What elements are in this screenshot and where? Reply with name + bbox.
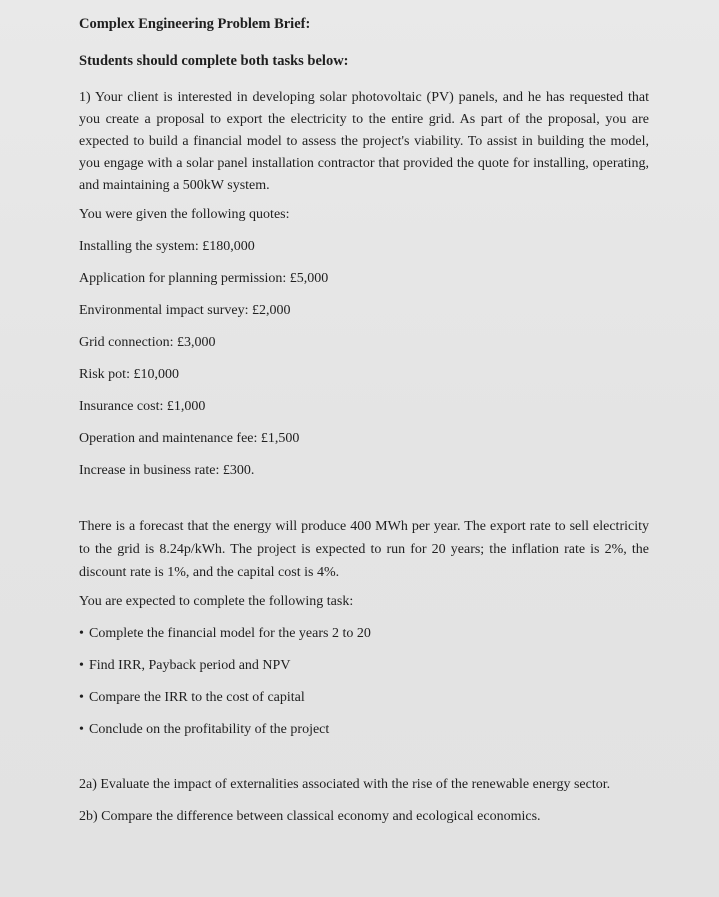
bullet-icon: • (79, 722, 84, 737)
task-item-text: Find IRR, Payback period and NPV (89, 658, 291, 673)
task1-intro: 1) Your client is interested in developing solar photovoltaic (PV) panels, and he has requested that you create a proposal to export the electricity to the entire grid. As part of the proposal, you are expected to build a financial model to assess the project's viability. To assist in building the model, you engage with a solar panel installation contractor that provided the quote for installing, operating, and maintaining a 500kW system. (79, 90, 649, 193)
quotes-label: You were given the following quotes: (79, 207, 290, 222)
quote-item: Operation and maintenance fee: £1,500 (79, 431, 300, 446)
task-item (79, 656, 649, 688)
quote-item: Increase in business rate: £300. (79, 463, 255, 478)
task-item-text: Conclude on the profitability of the project (89, 722, 330, 737)
task-item (79, 688, 649, 720)
quote-item: Risk pot: £10,000 (79, 367, 179, 382)
quote-item: Installing the system: £180,000 (79, 239, 255, 254)
task-list (79, 624, 649, 752)
task-item (79, 624, 649, 656)
bullet-icon: • (79, 658, 84, 673)
task-item (79, 720, 649, 752)
quote-item: Insurance cost: £1,000 (79, 399, 206, 414)
brief-title: Complex Engineering Problem Brief: (79, 16, 311, 32)
task-item-text: Compare the IRR to the cost of capital (89, 690, 305, 705)
task2a-paragraph: 2a) Evaluate the impact of externalities associated with the rise of the renewable energy sector. (79, 777, 611, 792)
bullet-icon: • (79, 690, 84, 705)
task-item-text: Complete the financial model for the years 2 to 20 (89, 626, 371, 641)
quotes-list (79, 237, 649, 493)
tasks-label: You are expected to complete the following task: (79, 594, 354, 609)
brief-subtitle: Students should complete both tasks below: (79, 53, 349, 69)
quote-item: Application for planning permission: £5,000 (79, 271, 329, 286)
forecast-paragraph: There is a forecast that the energy will produce 400 MWh per year. The export rate to sell electricity to the grid is 8.24p/kWh. The project is expected to run for 20 years; the inflation rate is 2%, the discount rate is 1%, and the capital cost is 4%. (79, 519, 649, 580)
bullet-icon: • (79, 626, 84, 641)
quote-item: Grid connection: £3,000 (79, 335, 216, 350)
quote-item: Environmental impact survey: £2,000 (79, 303, 291, 318)
task2b-paragraph: 2b) Compare the difference between classical economy and ecological economics. (79, 809, 541, 824)
